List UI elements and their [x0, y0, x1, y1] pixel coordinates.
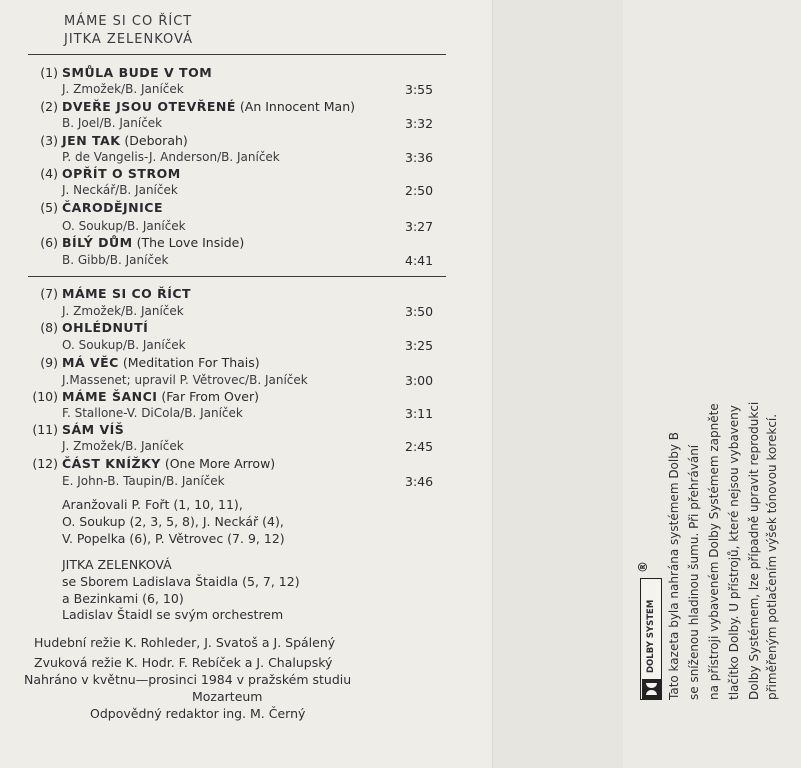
track-duration: 3:27	[405, 219, 434, 234]
dolby-text-line: se sníženou hladinou šumu. Při přehrávání	[687, 444, 701, 700]
track-duration: 2:45	[405, 439, 434, 454]
track-title: MÁ VĚC	[62, 355, 119, 370]
track-title: BÍLÝ DŮM	[62, 235, 133, 250]
production-line: Nahráno v květnu—prosinci 1984 v pražském studiu	[24, 672, 352, 687]
track-credits: J. Zmožek/B. Janíček	[62, 304, 184, 318]
track-subtitle: (Meditation For Thais)	[122, 355, 260, 370]
registered-mark: ®	[636, 561, 650, 573]
production-line: Zvuková režie K. Hodr. F. Rebíček a J. Chalupský	[34, 655, 333, 670]
artist-name: JITKA ZELENKOVÁ	[64, 32, 194, 47]
track-number: (9)	[40, 355, 58, 370]
arranger-line: Aranžovali P. Fořt (1, 10, 11),	[62, 497, 243, 512]
album-title: MÁME SI CO ŘÍCT	[64, 14, 193, 29]
track-number: (1)	[40, 65, 58, 80]
track-number: (12)	[32, 456, 58, 471]
track-duration: 3:36	[405, 150, 434, 165]
track-number: (11)	[32, 422, 58, 437]
track-credits: J. Neckář/B. Janíček	[62, 183, 178, 197]
arranger-line: O. Soukup (2, 3, 5, 8), J. Neckář (4),	[62, 514, 284, 529]
track-subtitle: (Deborah)	[124, 133, 188, 148]
track-subtitle: (Far From Over)	[161, 389, 259, 404]
track-credits: B. Gibb/B. Janíček	[62, 253, 169, 267]
track-title: JEN TAK	[62, 133, 121, 148]
track-number: (8)	[40, 320, 58, 335]
track-duration: 2:50	[405, 183, 434, 198]
track-title: MÁME ŠANCI	[62, 389, 158, 404]
track-credits: J. Zmožek/B. Janíček	[62, 82, 184, 96]
production-line: Mozarteum	[192, 689, 263, 704]
track-number: (10)	[32, 389, 58, 404]
track-number: (3)	[40, 133, 58, 148]
dolby-logo	[640, 578, 662, 700]
track-title: SMŮLA BUDE V TOM	[62, 65, 213, 80]
track-credits: J. Zmožek/B. Janíček	[62, 439, 184, 453]
dolby-double-d-icon	[642, 679, 661, 699]
dolby-text-line: přiměřeným potlačením výšek tónovou korekcí.	[765, 413, 779, 700]
track-title: OHLÉDNUTÍ	[62, 320, 149, 335]
track-title: OPŘÍT O STROM	[62, 166, 181, 181]
track-duration: 3:55	[405, 82, 434, 97]
track-number: (4)	[40, 166, 58, 181]
track-subtitle: (One More Arrow)	[164, 456, 276, 471]
track-number: (2)	[40, 99, 58, 114]
dolby-logo-text: DOLBY SYSTEM	[646, 599, 656, 673]
track-duration: 3:25	[405, 338, 434, 353]
track-duration: 3:46	[405, 474, 434, 489]
track-credits: B. Joel/B. Janíček	[62, 116, 163, 130]
performer-line: Ladislav Štaidl se svým orchestrem	[62, 607, 284, 622]
production-line: Hudební režie K. Rohleder, J. Svatoš a J. Spálený	[34, 635, 336, 650]
track-number: (6)	[40, 235, 58, 250]
track-credits: E. John-B. Taupin/B. Janíček	[62, 474, 225, 488]
track-credits: F. Stallone-V. DiCola/B. Janíček	[62, 406, 243, 420]
dolby-text-line: Tato kazeta byla nahrána systémem Dolby B	[667, 431, 681, 700]
side-divider	[28, 276, 446, 277]
header-divider	[28, 54, 446, 55]
track-title: DVEŘE JSOU OTEVŘENÉ	[62, 99, 236, 114]
performer-line: a Bezinkami (6, 10)	[62, 591, 184, 606]
dolby-text-line: tlačítko Dolby. U přístrojů, které nejsou vybaveny	[727, 405, 741, 700]
performer-line: JITKA ZELENKOVÁ	[62, 557, 172, 572]
track-number: (7)	[40, 286, 58, 301]
track-title: MÁME SI CO ŘÍCT	[62, 286, 192, 301]
track-title: ČARODĚJNICE	[62, 200, 163, 215]
track-credits: O. Soukup/B. Janíček	[62, 219, 186, 233]
performer-line: se Sborem Ladislava Štaidla (5, 7, 12)	[62, 574, 300, 589]
dolby-text-line: Dolby Systémem, lze případně upravit reprodukci	[747, 401, 761, 700]
track-subtitle: (An Innocent Man)	[239, 99, 356, 114]
arranger-line: V. Popelka (6), P. Větrovec (7. 9, 12)	[62, 531, 285, 546]
track-number: (5)	[40, 200, 58, 215]
track-duration: 4:41	[405, 253, 434, 268]
track-title: ČÁST KNÍŽKY	[62, 456, 161, 471]
dolby-notice	[636, 140, 780, 700]
track-credits: P. de Vangelis-J. Anderson/B. Janíček	[62, 150, 280, 164]
dolby-text-line: na přístroji vybaveném Dolby Systémem zapněte	[707, 403, 721, 700]
track-credits: O. Soukup/B. Janíček	[62, 338, 186, 352]
track-title: SÁM VÍŠ	[62, 422, 125, 437]
track-subtitle: (The Love Inside)	[136, 235, 245, 250]
track-duration: 3:00	[405, 373, 434, 388]
track-duration: 3:32	[405, 116, 434, 131]
track-duration: 3:50	[405, 304, 434, 319]
cassette-spine	[492, 0, 624, 768]
track-duration: 3:11	[405, 406, 434, 421]
production-line: Odpovědný redaktor ing. M. Černý	[90, 706, 306, 721]
track-credits: J.Massenet; upravil P. Větrovec/B. Janíček	[62, 373, 308, 387]
